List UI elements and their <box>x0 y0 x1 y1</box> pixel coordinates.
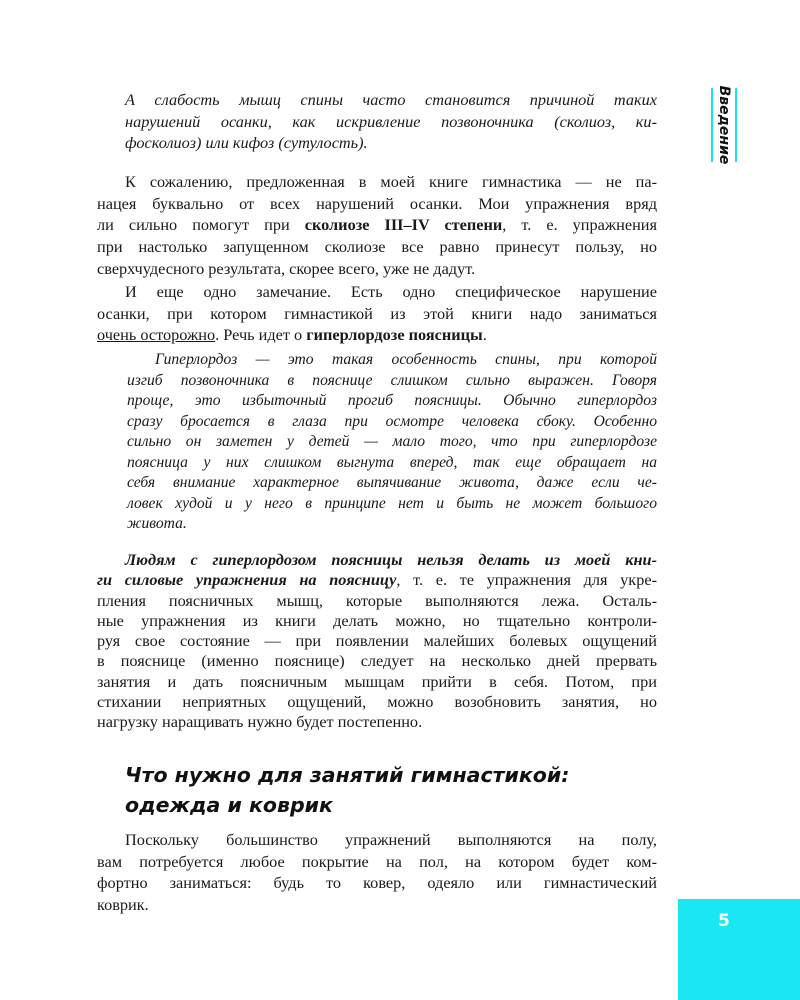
text-line <box>97 236 657 258</box>
text-line <box>97 550 657 570</box>
chapter-side-tab <box>711 85 737 165</box>
text-segment: ные упражнения из книги делать можно, но тщательно контроли- <box>97 610 657 630</box>
paragraph-3 <box>97 550 657 733</box>
text-line <box>97 171 657 193</box>
text-line <box>97 281 657 303</box>
emphasis-text: гиперлордозе поясницы <box>306 325 483 345</box>
text-segment: руя свое состояние — при появлении малейших болевых ощущений <box>97 631 657 651</box>
text-line <box>97 258 657 280</box>
text-line <box>127 494 657 515</box>
text-line <box>97 303 657 325</box>
page-number-box <box>678 899 800 1000</box>
text-segment: ловек худой и у него в принципе нет и быть не может большого <box>127 494 657 512</box>
text-line <box>97 829 657 851</box>
text-segment: фосколиоз) или кифоз (сутулость). <box>125 133 368 153</box>
text-segment: живота. <box>127 515 187 532</box>
text-segment: Поскольку большинство упражнений выполняются на полу, <box>125 830 657 849</box>
text-line <box>97 672 657 692</box>
text-segment: сразу бросается в глаза при осмотре человека сбоку. Особенно <box>127 412 657 430</box>
paragraph-1 <box>97 171 657 280</box>
text-line <box>97 872 657 894</box>
text-segment: при настолько запущенном сколиозе все равно принесут пользу, но <box>97 237 657 257</box>
text-line <box>127 432 657 453</box>
text-segment: Гиперлордоз — это такая особенность спины, при которой <box>155 351 657 368</box>
text-line <box>97 591 657 611</box>
text-segment: поясница у них слишком выгнута вперед, так еще обращает на <box>127 453 657 471</box>
emphasis-text: очень осторожно <box>97 325 216 345</box>
emphasis-text: Людям с гиперлордозом поясницы нельзя делать из моей кни- <box>125 550 657 569</box>
text-segment: коврик. <box>97 895 149 915</box>
text-segment: сильно он заметен у детей — мало того, что при гиперлордозе <box>127 433 657 450</box>
text-line <box>97 692 657 712</box>
text-line <box>127 453 657 474</box>
text-line <box>97 651 657 671</box>
text-segment: занятия и дать поясничным мышцам прийти в себя. Потом, при <box>97 671 657 691</box>
text-segment: К сожалению, предложенная в моей книге гимнастика — не па- <box>125 172 657 191</box>
text-line <box>127 514 657 535</box>
text-line <box>125 89 657 111</box>
chapter-title: Введение <box>716 85 732 165</box>
text-segment: в пояснице (именно пояснице) следует на несколько дней прервать <box>97 651 657 671</box>
text-line <box>97 193 657 215</box>
text-line <box>97 214 657 236</box>
text-line <box>97 324 657 346</box>
quote-hyperlordosis <box>127 350 657 535</box>
text-segment: , т. е. те упражнения для укре- <box>396 570 657 590</box>
text-segment: вам потребуется любое покрытие на пол, на котором будет ком- <box>97 851 657 871</box>
section-heading-line-1: Что нужно для занятий гимнастикой: <box>125 763 570 787</box>
text-line <box>127 473 657 494</box>
text-line <box>125 111 657 133</box>
text-segment: фортно заниматься: будь то ковер, одеяло или гимнастический <box>97 873 657 893</box>
text-line <box>97 611 657 631</box>
text-segment: , т. е. упражнения <box>502 215 657 235</box>
text-segment: ли сильно помогут при <box>97 215 305 235</box>
text-line <box>97 894 657 916</box>
text-segment: стихании неприятных ощущений, можно возобновить занятия, но <box>97 692 657 712</box>
section-heading <box>125 760 569 820</box>
text-segment: изгиб позвоночника в пояснице слишком сильно выражен. Говоря <box>127 371 657 389</box>
text-line <box>97 851 657 873</box>
text-line <box>127 371 657 392</box>
emphasis-text: ги силовые упражнения на поясницу <box>97 570 397 590</box>
text-segment: проще, это избыточный прогиб поясницы. Обычно гиперлордоз <box>127 392 657 409</box>
text-line <box>97 631 657 651</box>
text-segment: нацея буквально от всех нарушений осанки. Мои упражнения вряд <box>97 193 657 213</box>
page-number: 5 <box>718 911 730 931</box>
text-segment: нарушений осанки, как искривление позвоночника (сколиоз, ки- <box>125 111 657 131</box>
text-segment: пления поясничных мышц, которые выполняются лежа. Осталь- <box>97 590 657 610</box>
text-segment: . Речь идет о <box>215 325 307 345</box>
text-segment: сверхчудесного результата, скорее всего, уже не дадут. <box>97 258 476 278</box>
paragraph-2 <box>97 281 657 346</box>
text-line <box>127 350 657 371</box>
text-segment: И еще одно замечание. Есть одно специфическое нарушение <box>125 282 657 301</box>
text-segment: . <box>482 325 487 345</box>
text-segment: нагрузку наращивать нужно будет постепенно. <box>97 712 423 732</box>
text-line <box>127 391 657 412</box>
paragraph-4 <box>97 829 657 916</box>
text-segment: А слабость мышц спины часто становится причиной таких <box>125 90 657 109</box>
emphasis-text: сколиозе III–IV степени <box>304 215 503 235</box>
text-segment: осанки, при котором гимнастикой из этой книги надо заниматься <box>97 303 657 323</box>
section-heading-line-2: одежда и коврик <box>125 793 333 817</box>
text-line <box>125 132 657 154</box>
text-segment: себя внимание характерное выпячивание живота, даже если че- <box>127 474 657 491</box>
text-line <box>97 570 657 590</box>
intro-italic <box>125 89 657 154</box>
text-line <box>127 412 657 433</box>
text-line <box>97 712 657 732</box>
